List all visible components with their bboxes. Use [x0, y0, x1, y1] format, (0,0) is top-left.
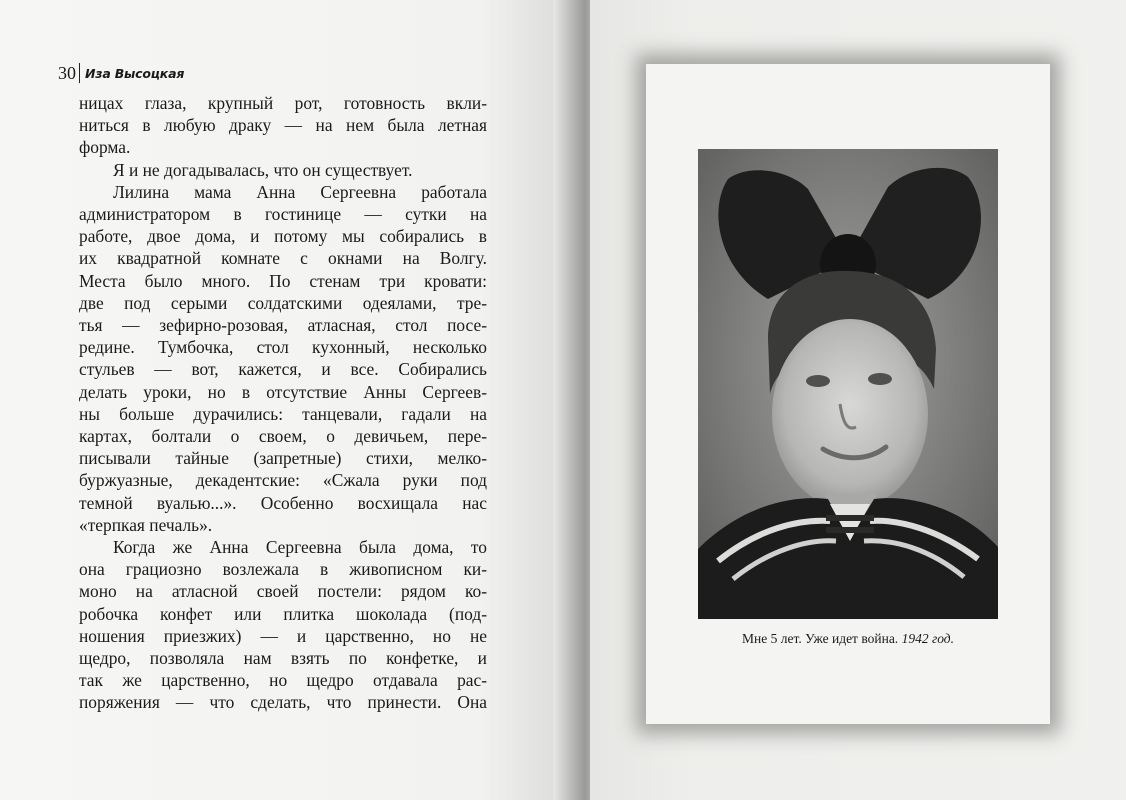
header-author: Иза Высоцкая: [85, 65, 185, 81]
text-line: моно на атласной своей постели: рядом ко-: [79, 581, 487, 602]
text-line: стульев — вот, кажется, и все. Собирались: [79, 359, 487, 380]
text-line: буржуазные, декадентские: «Сжала руки под: [79, 470, 487, 491]
text-line: ны больше дурачились: танцевали, гадали на: [79, 403, 487, 424]
text-line: ницах глаза, крупный рот, готовность вкли-: [79, 93, 487, 113]
text-line: щедро, позволяла нам взять по конфетке, и: [79, 648, 487, 669]
text-line: их квадратной комнате с окнами на Волгу.: [79, 248, 487, 269]
text-line: Лилина мама Анна Сергеевна работала: [113, 181, 487, 202]
text-line: работе, двое дома, и потому мы собирались в: [79, 226, 487, 247]
text-line: форма.: [79, 137, 131, 158]
text-line: поряжения — что сделать, что принести. Она: [79, 692, 487, 713]
text-line: так же царственно, но щедро отдавала рас-: [79, 670, 487, 691]
text-line: администратором в гостинице — сутки на: [79, 204, 487, 225]
text-line: «терпкая печаль».: [79, 514, 213, 535]
text-line: Места было много. По стенам три кровати:: [79, 270, 487, 291]
text-line: ношения приезжих) — и царственно, но не: [79, 625, 487, 646]
page-number: 30: [58, 62, 76, 83]
text-line: она грациозно возлежала в живописном ки-: [79, 559, 487, 580]
text-line: Когда же Анна Сергеевна была дома, то: [113, 537, 487, 558]
photo-caption: [646, 631, 1050, 647]
caption-text: Мне 5 лет. Уже идет война.: [742, 631, 902, 646]
text-line: писывали тайные (запретные) стихи, мелко-: [79, 448, 487, 469]
text-line: ниться в любую драку — на нем была летная: [79, 115, 487, 136]
body-text: [79, 92, 487, 714]
text-line: Я и не догадывалась, что он существует.: [113, 159, 413, 180]
text-line: редине. Тумбочка, стол кухонный, несколько: [79, 337, 487, 358]
portrait-photo: [698, 149, 998, 619]
text-line: делать уроки, но в отсутствие Анны Сергеев-: [79, 381, 487, 402]
text-line: две под серыми солдатскими одеялами, тре-: [79, 292, 487, 313]
text-line: тья — зефирно-розовая, атласная, стол посе-: [79, 315, 487, 336]
text-line: темной вуалью...». Особенно восхищала нас: [79, 492, 487, 513]
text-line: картах, болтали о своем, о девичьем, пере-: [79, 426, 487, 447]
text-line: робочка конфет или плитка шоколада (под-: [79, 603, 487, 624]
portrait-illustration: [698, 149, 998, 619]
header-divider: [79, 63, 80, 83]
photo-plate: [646, 64, 1050, 724]
caption-year: 1942 год.: [901, 631, 954, 646]
running-header: [58, 62, 184, 84]
